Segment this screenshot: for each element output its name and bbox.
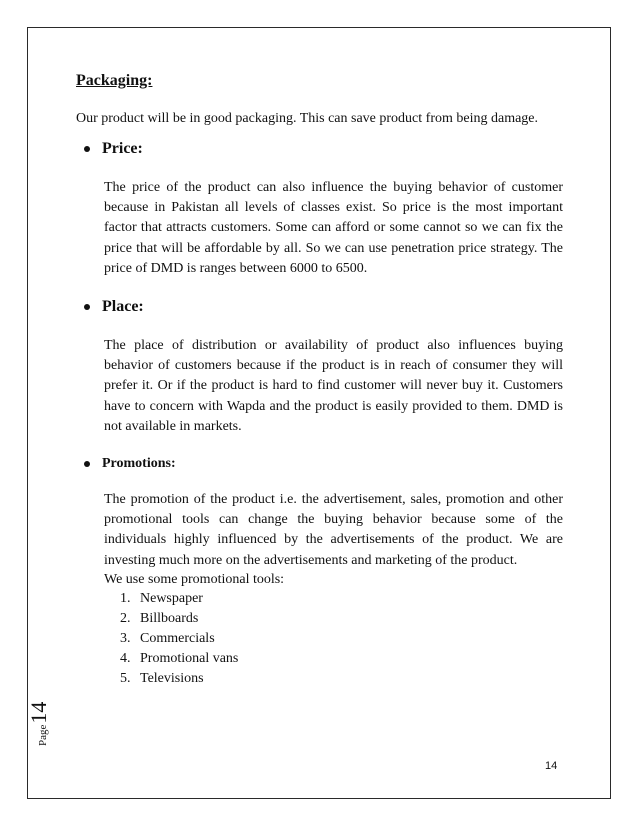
price-bullet [84,140,143,158]
tools-intro: We use some promotional tools: [104,572,285,587]
page-number: 14 [545,760,558,772]
list-item: 4. Promotional vans [120,651,239,666]
packaging-heading: Packaging: [76,72,153,89]
side-page-label [26,686,56,746]
bullet-dot-icon [84,304,90,310]
list-item: 5. Televisions [120,671,204,686]
place-title: Place: [102,298,144,315]
side-page-number: 14 [26,701,51,724]
list-item: 1. Newspaper [120,591,203,606]
side-page-word: Page [37,724,49,746]
promotional-tools-list [120,589,238,689]
price-title: Price: [102,140,143,157]
bullet-dot-icon [84,146,90,152]
list-item: 2. Billboards [120,611,199,626]
packaging-text: Our product will be in good packaging. This can save product from being damage. [76,111,539,126]
price-body: The price of the product can also influence the buying behavior of customer because in Pakistan all levels of classes exist. So price is the most important factor that attracts customers. Some can afford or some cannot so we can fix the price that will be affordable by all. So we can use penetration price strategy. The price of DMD is ranges between 6000 to 6500. [104,180,563,276]
list-item: 3. Commercials [120,631,215,646]
place-body: The place of distribution or availability of product also influences buying behavior of customers because if the product is in reach of consumer they will prefer it. Or if the product is hard to find customer will never buy it. Customers have to concern with Wapda and the product is easily provided to them. DMD is not available in markets. [104,338,563,434]
promotions-bullet [84,456,176,472]
promotions-body: The promotion of the product i.e. the advertisement, sales, promotion and other promotional tools can change the buying behavior because some of the individuals highly influenced by the advertisements of the product. We are investing much more on the advertisements and marketing of the product. [104,492,563,568]
promotions-title: Promotions: [102,456,176,471]
place-bullet [84,298,144,316]
bullet-dot-icon [84,461,90,467]
